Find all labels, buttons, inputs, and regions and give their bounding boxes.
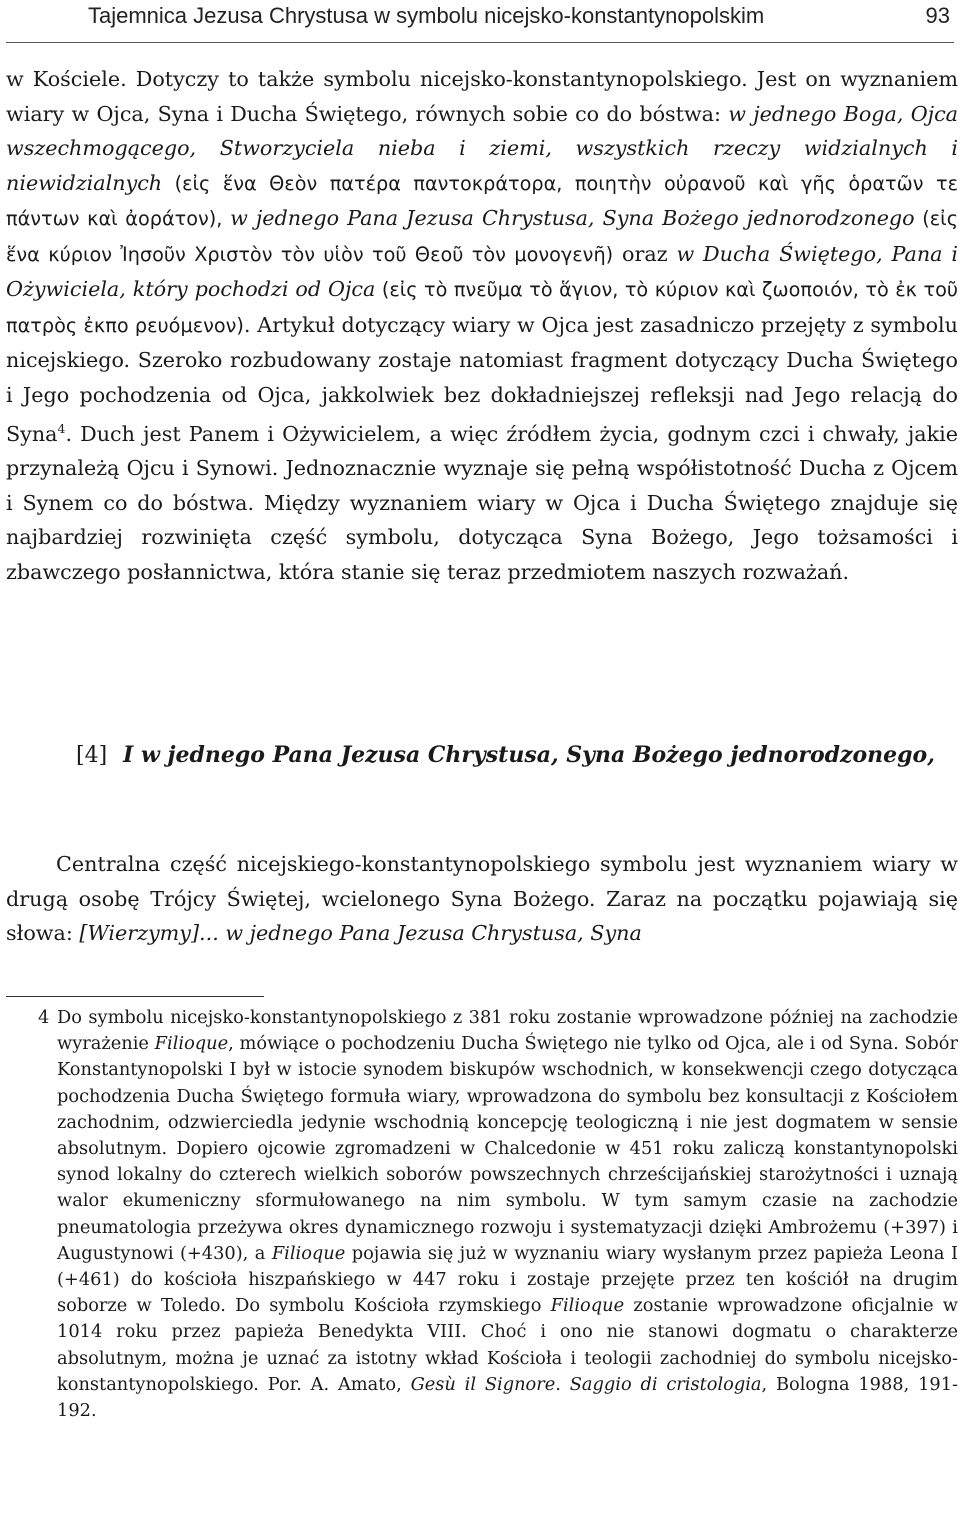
para1-italic-3: w Ducha Świętego, Pana i Ożywiciela, który pochodzi od Ojca [6, 241, 958, 301]
para1-text-2: oraz [613, 241, 677, 266]
para1-italic-2: w jednego Pana Jezusa Chrystusa, Syna Bożego jednorodzonego [230, 206, 915, 230]
paragraph-1 [6, 62, 958, 589]
fn-italic-4: Gesù il Signore. Saggio di cristologia [410, 1373, 762, 1395]
para1-text-3: . Artykuł dotyczący wiary w Ojca jest zasadniczo przejęty z symbolu nicejskiego. Szeroko rozbudowany zostaje natomiast fragment dotyczący Ducha Świętego i Jego pochodzenia od Ojca, jakkolwiek bez dokładniejszej refleksji nad Jego relacją do Syna [6, 312, 958, 446]
running-title: Tajemnica Jezusa Chrystusa w symbolu nicejsko-konstantynopolskim [88, 3, 765, 28]
para1-greek-3: (εἰς τὸ πνεῦμα τὸ ἅγιον, τὸ κύριον καὶ ζωοποιόν, τὸ ἐκ τοῦ πατρὸς ἐκπο ρευόμενον) [6, 278, 958, 337]
page-number: 93 [925, 3, 950, 28]
para1-text-1: w Kościele. Dotyczy to także symbolu nicejsko-konstantynopolskiego. Jest on wyznaniem wiary w Ojca, Syna i Ducha Świętego, równych sobie co do bóstwa: [6, 67, 958, 126]
para1-text-4: . Duch jest Panem i Ożywicielem, a więc źródłem życia, godnym czci i chwały, jakie przynależą Ojcu i Synowi. Jednoznacznie wyznaje się pełną współistotność Ducha z Ojcem i Synem co do bóstwa. Między wyznaniem wiary w Ojca i Ducha Świętego znajduje się najbardziej rozwinięta część symbolu, dotycząca Syna Bożego, Jego tożsamości i zbawczego posłannictwa, która stanie się teraz przedmiotem naszych rozważań. [6, 421, 958, 584]
para2-text-1: Centralna część nicejskiego-konstantynopolskiego symbolu jest wyznaniem wiary w drugą osobę Trójcy Świętej, wcielonego Syna Bożego. Zaraz na początku pojawiają się słowa: [6, 852, 958, 945]
body-text [6, 62, 958, 589]
fn-italic-3: Filioque [550, 1295, 625, 1317]
fn-text-2: , mówiące o pochodzeniu Ducha Świętego nie tylko od Ojca, ale i od Syna. Sobór Konstantynopolski I był w istocie synodem biskupów wschodnich, w konsekwencji czego dotycząca pochodzenia Ducha Świętego formuła wiary, wprowadzona do symbolu bez konsultacji z Kościołem zachodnim, odzwierciedla jedynie wschodnią koncepcję teologiczną i nie jest dogmatem w sensie absolutnym. Dopiero ojcowie zgromadzeni w Chalcedonie w 451 roku zaliczą konstantynopolski synod lokalny do czterech wielkich soborów powszechnych chrześcijańskiej starożytności i uznają walor ekumeniczny sformułowanego na nim symbolu. W tym samym czasie na zachodzie pneumatologia przeżywa okres dynamicznego rozwoju i systematyzacji dzięki Ambrożemu (+397) i Augustynowi (+430), a [57, 1033, 958, 1264]
para2-italic-1: [Wierzymy]... w jednego Pana Jezusa Chrystusa, Syna [79, 921, 642, 945]
para1-greek-2: (εἰς ἕνα κύριον Ἰησοῦν Χριστὸν τὸν υἱὸν τοῦ Θεοῦ τὸν μονογενῆ) [6, 207, 958, 266]
paragraph-2 [6, 847, 958, 951]
footnote-4 [6, 1005, 958, 1424]
footnote-reference[interactable]: 4 [57, 421, 66, 436]
footnote-rule [6, 996, 264, 997]
fn-italic-1: Filioque [154, 1033, 229, 1055]
footnote-number: 4 [38, 1007, 50, 1028]
fn-text-5: , Bologna 1988, 191-192. [57, 1373, 959, 1422]
footnote-text [57, 1005, 958, 1424]
section-number: [4] [76, 743, 108, 768]
para1-italic-1: w jednego Boga, Ojca wszechmogącego, Stworzyciela nieba i ziemi, wszystkich rzeczy widzialnych i niewidzialnych [6, 101, 958, 195]
fn-italic-2: Filioque [271, 1242, 346, 1264]
section-title: I w jednego Pana Jezusa Chrystusa, Syna Bożego jednorodzonego, [123, 742, 935, 768]
para1-greek-1: (εἰς ἕνα Θεὸν πατέρα παντοκράτορα, ποιητὴν οὐρανοῦ καὶ γῆς ὁρατῶν τε πάντων καὶ ἀοράτον), [6, 171, 958, 230]
fn-text-4: zostanie wprowadzone oficjalnie w 1014 roku przez papieża Benedykta VIII. Choć i ono nie stanowi dogmatu o charakterze absolutnym, można je uznać za istotny wkład Kościoła i teologii zachodniej do symbolu nicejsko-konstantynopolskiego. Por. A. Amato, [57, 1295, 958, 1395]
fn-text-3: pojawia się już w wyznaniu wiary wysłanym przez papieża Leona I (+461) do kościoła hiszpańskiego w 447 roku i zostaje przejęte przez ten kościół na drugim soborze w Toledo. Do symbolu Kościoła rzymskiego [57, 1242, 959, 1317]
fn-text-1: Do symbolu nicejsko-konstantynopolskiego z 381 roku zostanie wprowadzone później na zachodzie wyrażenie [57, 1007, 958, 1055]
header-rule [6, 42, 954, 43]
running-header [0, 0, 960, 43]
